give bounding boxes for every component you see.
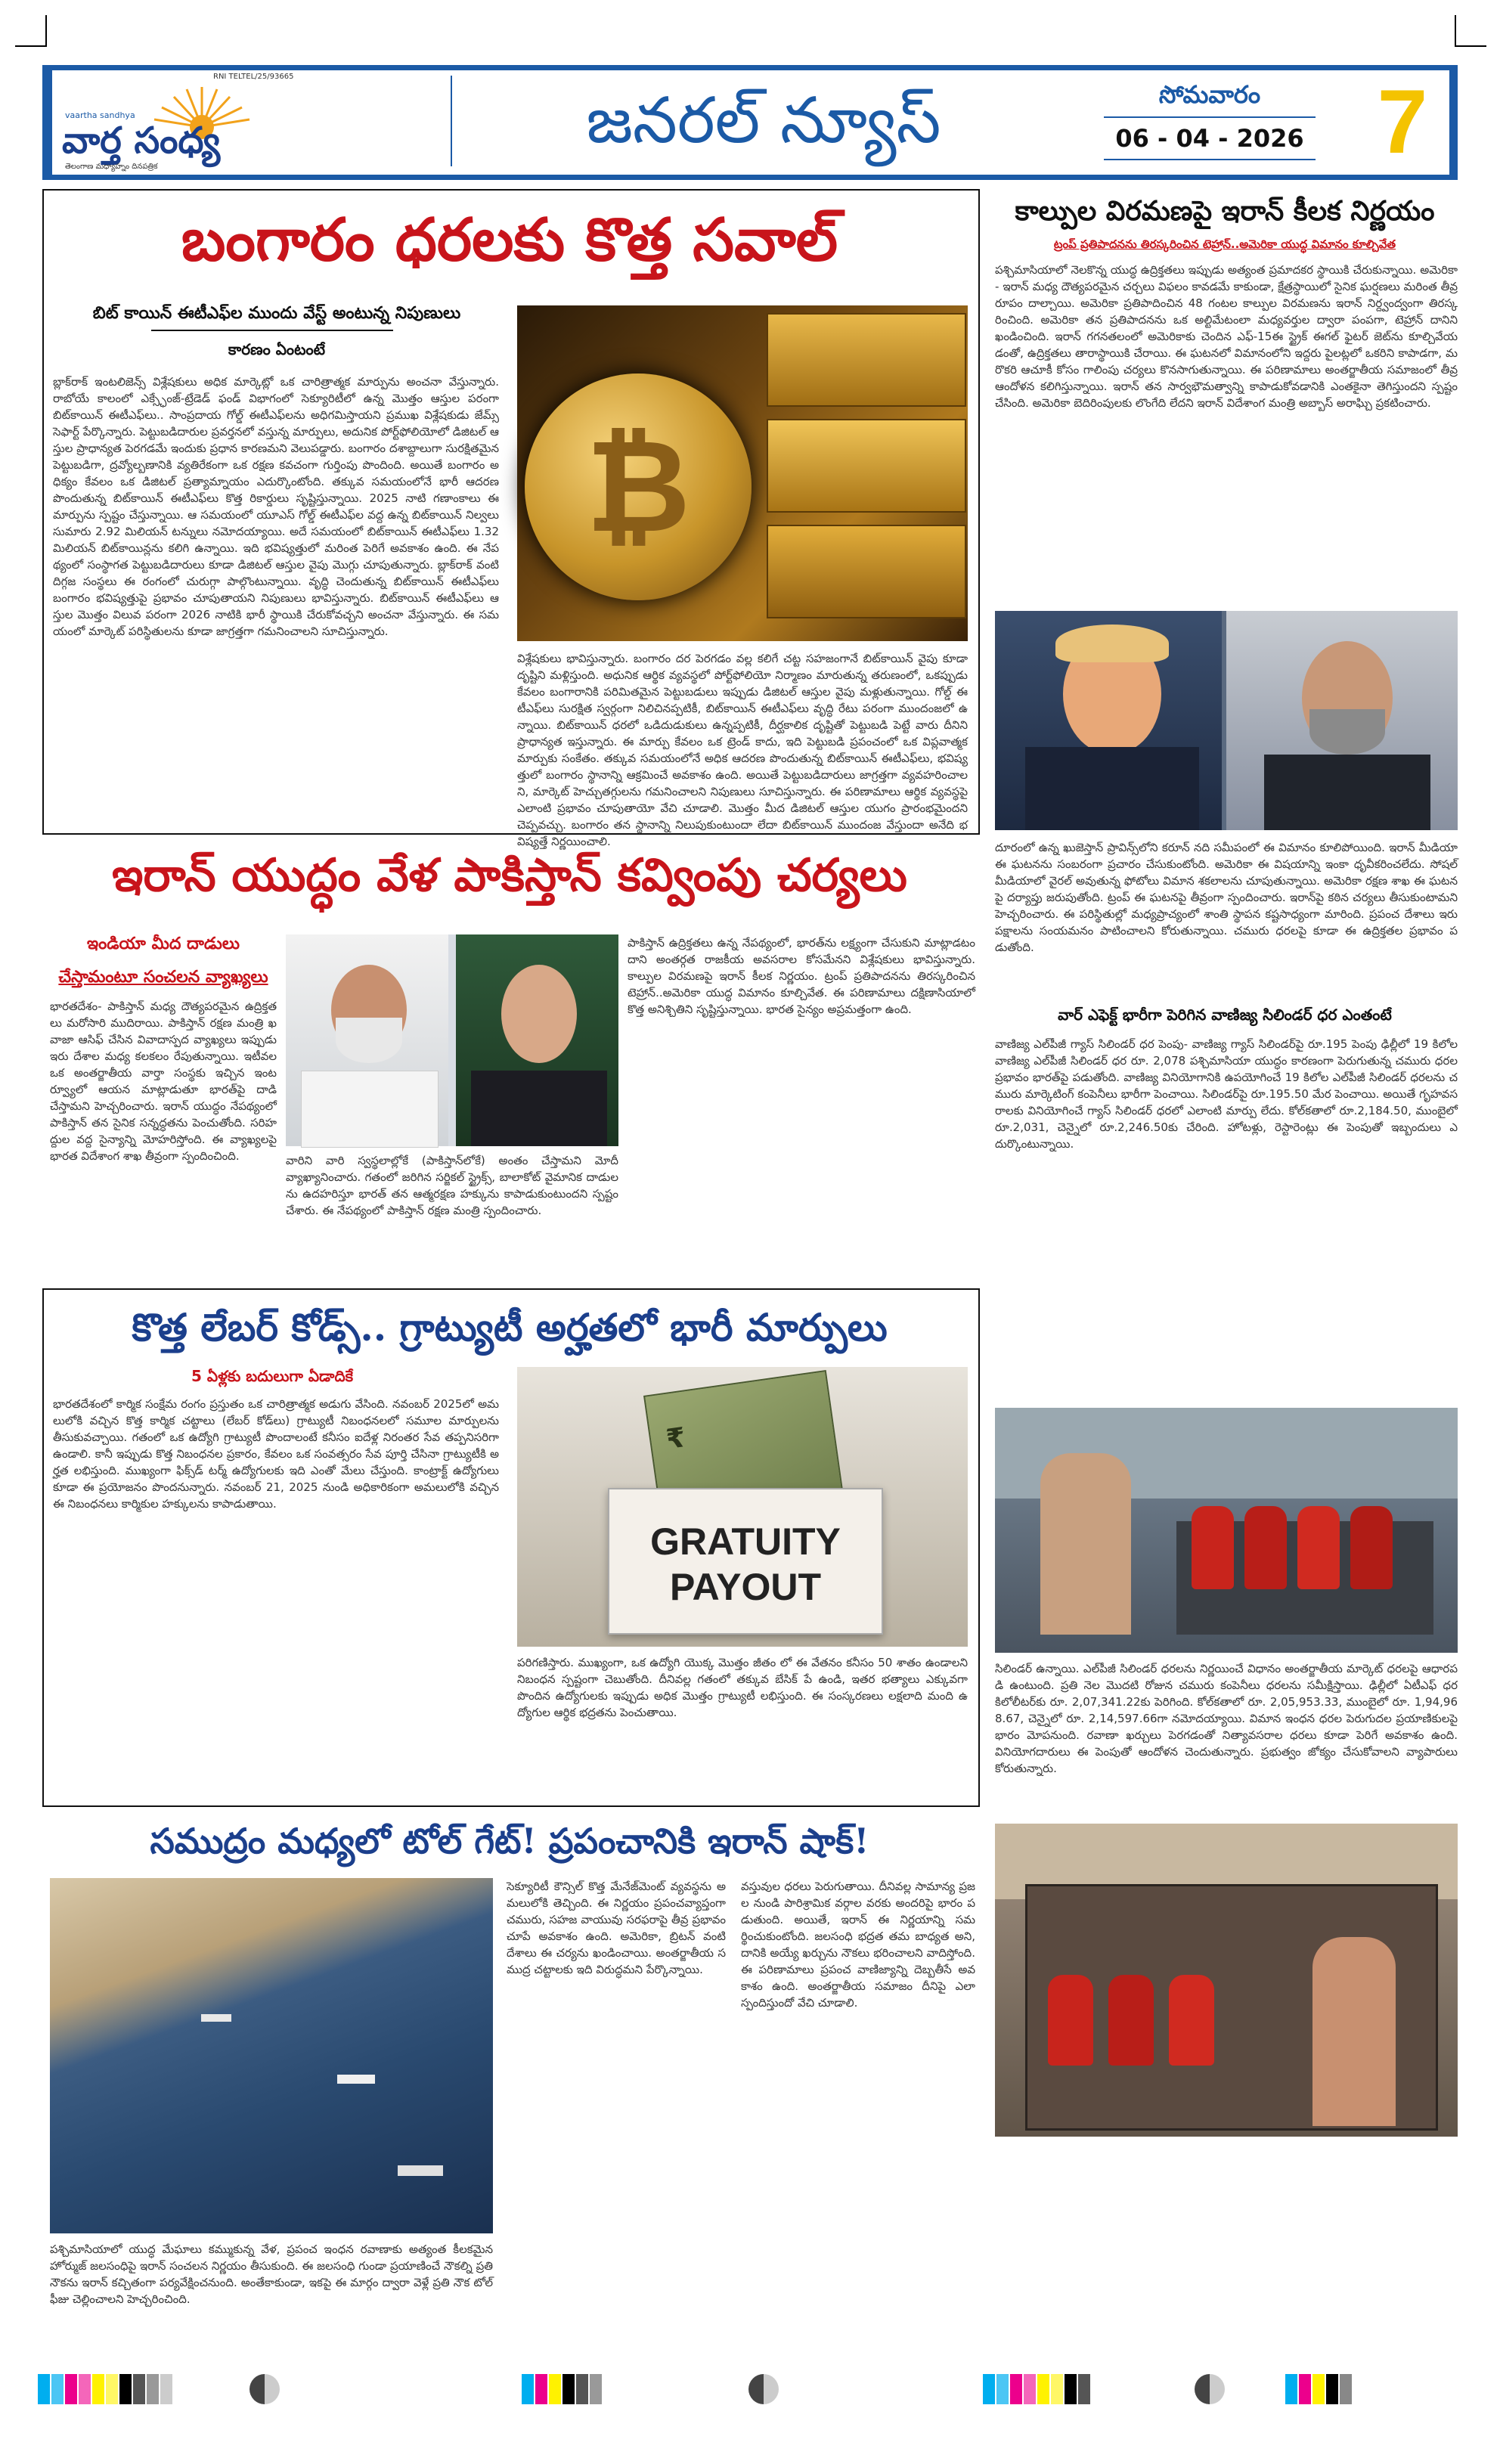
gratuity-envelope [608,1488,883,1635]
cylinder-icon [1244,1506,1287,1589]
ship [201,2014,231,2022]
story-cylinder-body-top: వాణిజ్య ఎల్‌పీజీ గ్యాస్ సిలిండర్ ధర పెంపు- వాణిజ్య గ్యాస్ సిలిండర్‌పై రూ.195 పెంపు ఢిల్లీలో 19 కిలోల వాణిజ్య ఎల్‌పీజీ సిలిండర్ ధర రూ. 2,078 పశ్చిమాసియా యుద్ధం కారణంగా పెరుగుతున్న చమురు ధరల ప్రభావం భారత్‌పై పడుతోంది. వాణిజ్య వినియోగానికి ఉపయోగించే 19 కిలోల ఎల్‌పీజీ సిలిండర్ ధరలను చమురు మార్కెటింగ్ కంపెనీలు భారీగా పెంచాయి. సిలిండర్‌పై రూ.195.50 మేర పెంచాయి. అయితే గృహవసరాలకు వినియోగించే గ్యాస్ సిలిండర్ ధరలో ఎలాంటి మార్పు లేదు. కోల్‌కతాలో రూ.2,184.50, ముంబైలో రూ.2,031, చెన్నైలో రూ.2,246.50కు చేరింది. హోటళ్లు, రెస్టారెంట్లు ఈ పెంపుతో ఇబ్బందులు ఎదుర్కొంటున్నాయి. [995,1037,1458,1151]
trump-photo [995,611,1222,830]
suit [1264,755,1430,830]
color-bar [522,2374,603,2407]
registration-target [249,2374,280,2404]
coastline [50,1878,493,2233]
cylinder-icon [1048,1975,1093,2066]
date-box [1058,70,1346,174]
story-hormuz-body-left: పశ్చిమాసియాలో యుద్ధ మేఘాలు కమ్ముకున్న వేళ, ప్రపంచ ఇంధన రవాణాకు అత్యంత కీలకమైన హోర్ముజ్ జలసంధిపై ఇరాన్ సంచలన నిర్ణయం తీసుకుంది. ఈ జలసంధి గుండా ప్రయాణించే నౌకల్ని ప్రతి నౌకను ఇరాన్ కచ్చితంగా పర్యవేక్షించనుంది. అంతేకాకుండా, ఇకపై ఈ మార్గం ద్వారా వెళ్లే ప్రతి నౌక టోల్ ఫీజు చెల్లించాలని హెచ్చరించింది. [50,2242,493,2306]
araghchi-photo [1226,611,1458,830]
cylinder-icon [1192,1506,1234,1589]
story-pak-subhead1: ఇండియా మీద దాడులు [86,934,240,953]
gold-bar [767,313,966,407]
page-number: 7 [1377,71,1428,172]
rupee-icon: ₹ [664,1422,688,1456]
story-gold-headline: బంగారం ధరలకు కొత్త సవాల్ [181,206,838,274]
gold-bars [767,313,963,631]
story-iran-headline: కాల్పుల విరమణపై ఇరాన్ కీలక నిర్ణయం [1015,195,1435,227]
suit [1025,747,1199,830]
person [1312,1937,1396,2126]
story-gold-kicker: కారణం ఏంటంటే [228,340,326,358]
shehbaz-photo [456,934,618,1146]
date-label: 06 - 04 - 2026 [1115,124,1304,153]
registration-mark [15,15,47,47]
gold-bar [767,419,966,513]
story-iran-body-bottom: దూరంలో ఉన్న ఖుజెస్తాన్ ప్రావిన్స్‌లోని కరూన్ నది సమీపంలో ఈ విమానం కూలిపోయింది. ఇరాన్ మీడియా ఈ ఘటనను సంబరంగా ప్రచారం చేసుకుంటోంది. అమెరికా ఈ విషయాన్ని ఇంకా ధృవీకరించలేదు. సోషల్ మీడియాలో వైరల్ అవుతున్న ఫోటోలు విమాన శకలాలను చూపుతున్నాయి. అమెరికా రక్షణ శాఖ ఈ ఘటనపై దర్యాప్తు జరుపుతోంది. ట్రంప్ ఈ ఘటనపై తీవ్రంగా స్పందించారు. ఇరాన్‌పై కఠిన చర్యలు తీసుకుంటామని హెచ్చరించారు. ఈ పరిస్థితుల్లో మధ్యప్రాచ్యంలో శాంతి స్థాపన కష్టసాధ్యంగా మారింది. ప్రపంచ దేశాలు ఇరు పక్షాలను సంయమనం పాటించాలని కోరుతున్నాయి. చమురు ధరలపై కూడా ఈ ఉద్రిక్తతల ప్రభావం పడుతోంది. [995,841,1458,954]
section-title: జనరల్ న్యూస్ [586,83,941,157]
reg-number: RNI TELTEL/25/93665 [213,73,294,81]
modi-photo [286,934,448,1146]
day-label: సోమవారం [1158,80,1261,109]
trump-araghchi-photo [995,611,1458,830]
hormuz-photo [50,1878,493,2233]
beard [1309,709,1385,755]
color-bar [1285,2374,1353,2407]
story-labour-headline: కొత్త లేబర్ కోడ్స్.. గ్రాట్యుటీ అర్హతలో భారీ మార్పులు [132,1305,888,1350]
story-pak-body-mid: వారిని వారి స్వస్థలాల్లోకే (పాకిస్తాన్‌లోకే) అంతం చేస్తామని మోదీ వ్యాఖ్యానించారు. గతంలో జరిగిన సర్జికల్ స్ట్రైక్స్, బాలాకోట్ వైమానిక దాడులను ఉదహరిస్తూ భారత్ తన ఆత్మరక్షణ హక్కును కాపాడుకుంటుందని స్పష్టం చేశారు. ఈ నేపథ్యంలో పాకిస్తాన్ రక్షణ మంత్రి స్పందించారు. [286,1154,618,1217]
gold-bar [767,525,966,618]
story-gold-subhead: బిట్ కాయిన్ ఈటీఎఫ్‌ల ముందు వేస్ట్ అంటున్న నిపుణులు [92,304,461,323]
cylinder-delivery-photo [995,1408,1458,1653]
masthead-divider [451,76,452,166]
face [501,965,577,1063]
bitcoin-gold-photo [517,305,968,641]
color-bar [983,2374,1092,2407]
bitcoin-icon: ₿ [585,412,691,562]
logo-title: వార్త సంధ్య [62,119,221,162]
cylinder-icon [1108,1975,1154,2066]
gratuity-photo [517,1367,968,1647]
cylinder-truck-photo [995,1824,1458,2137]
story-cylinder-headline: వార్ ఎఫెక్ట్ భారీగా పెరిగిన వాణిజ్య సిలిండర్ ధర ఎంతంటే [1058,1006,1392,1024]
suit [471,1071,607,1146]
story-iran-subhead: ట్రంప్ ప్రతిపాదనను తిరస్కరించిన టెహ్రాన్..అమెరికా యుద్ధ విమానం కూల్చివేత [1053,237,1396,251]
story-pak-body-left: భారతదేశం- పాకిస్తాన్ మధ్య దౌత్యపరమైన ఉద్రిక్తతలు మరోసారి ముదిరాయి. పాకిస్తాన్ రక్షణ మంత్రి ఖవాజా ఆసిఫ్ చేసిన వివాదాస్పద వ్యాఖ్యలు ఇప్పుడు ఇరు దేశాల మధ్య కలకలం రేపుతున్నాయి. ఇటీవల ఒక అంతర్జాతీయ వార్తా సంస్థకు ఇచ్చిన ఇంటర్వ్యూలో ఆయన మాట్లాడుతూ భారత్‌పై దాడి చేస్తామని హెచ్చరించారు. ఇరాన్ యుద్ధం నేపథ్యంలో పాకిస్తాన్ తన సైనిక సన్నద్ధతను పెంచుతోంది. సరిహద్దుల వద్ద సైన్యాన్ని మోహరిస్తోంది. ఈ వ్యాఖ్యలపై భారత విదేశాంగ శాఖ తీవ్రంగా స్పందించింది. [50,1000,277,1163]
story-labour-subhead: 5 ఏళ్లకు బదులుగా ఏడాదికే [191,1367,354,1385]
logo-small-text: vaartha sandhya [65,110,135,120]
cylinder-icon [1297,1506,1340,1589]
ship [337,2075,375,2084]
date-rule [1104,159,1316,160]
logo-tagline: తెలంగాణ మధ్యాహ్నం దినపత్రిక [65,163,158,171]
story-pak-subhead2: చేస్తామంటూ సంచలన వ్యాఖ్యలు [58,968,268,987]
cylinder-icon [1350,1506,1393,1589]
registration-target [1195,2374,1225,2404]
story-pak-headline: ఇరాన్ యుద్ధం వేళ పాకిస్తాన్ కవ్వింపు చర్యలు [112,849,907,902]
story-labour-body-left: భారతదేశంలో కార్మిక సంక్షేమ రంగం ప్రస్తుతం ఒక చారిత్రాత్మక అడుగు వేసింది. నవంబర్ 2025లో అమలులోకి వచ్చిన కొత్త కార్మిక చట్టాలు (లేబర్ కోడ్‌లు) గ్రాట్యుటీ నిబంధనలలో సమూల మార్పులను తీసుకువచ్చాయి. గతంలో ఒక ఉద్యోగి గ్రాట్యుటీ పొందాలంటే కనీసం ఐదేళ్ల నిరంతర సేవ తప్పనిసరిగా ఉండాలి. కానీ ఇప్పుడు కొత్త నిబంధనల ప్రకారం, కేవలం ఒక సంవత్సరం సేవ పూర్తి చేసినా గ్రాట్యుటీకి అర్హత లభిస్తుంది. ముఖ్యంగా ఫిక్స్‌డ్ టర్మ్ ఉద్యోగులకు ఇది ఎంతో మేలు చేస్తుంది. కాంట్రాక్ట్ ఉద్యోగులు కూడా ఈ ప్రయోజనం పొందనున్నారు. నవంబర్ 21, 2025 నుండి అధికారికంగా అమలులోకి వచ్చిన ఈ నిబంధనలు కార్మికుల హక్కులను కాపాడుతాయి. [53,1397,499,1511]
kurta [301,1071,439,1148]
modi-shehbaz-photo [286,934,618,1146]
color-bar [38,2374,174,2407]
masthead-logo [54,73,304,171]
beard [336,1018,402,1063]
story-gold-subhead-rule [151,330,393,331]
story-hormuz-body-mid: సెక్యూరిటీ కౌన్సిల్ కొత్త మేనేజ్‌మెంట్ వ్యవస్థను అమలులోకి తెచ్చింది. ఈ నిర్ణయం ప్రపంచవ్యాప్తంగా చమురు, సహజ వాయువు సరఫరాపై తీవ్ర ప్రభావం చూపే అవకాశం ఉంది. అమెరికా, బ్రిటన్ వంటి దేశాలు ఈ చర్యను ఖండించాయి. అంతర్జాతీయ సముద్ర చట్టాలకు ఇది విరుద్ధమని పేర్కొన్నాయి. [507,1880,726,1976]
gratuity-label: GRATUITY [650,1520,841,1563]
story-gold-body-left: బ్లాక్‌రాక్ ఇంటలిజెన్స్ విశ్లేషకులు అధిక మార్కెట్లో ఒక చారిత్రాత్మక మార్పును అంచనా వేస్తున్నారు. రాబోయే కాలంలో ఎక్స్ఛేంజ్-ట్రేడెడ్ ఫండ్ విభాగంలో సెక్యూరిటీలో ఉన్న మొత్తం ఆస్తుల పరంగా బిట్‌కాయిన్ ఈటీఎఫ్‌లు.. సాంప్రదాయ గోల్డ్ ఈటీఎఫ్‌లను అధిగమిస్తాయని ప్రముఖ విశ్లేషకుడు జేమ్స్ సెఫార్ట్ పేర్కొన్నారు. పెట్టుబడిదారుల ప్రవర్తనలో వస్తున్న మార్పులు, అదునిక పోర్ట్‌ఫోలియోలో డిజిటల్ ఆస్తుల ప్రాధాన్యత పెరగడమే ఇందుకు ప్రధాన కారణమని వెలుపడ్డారు. బంగారం దశాబ్దాలుగా సురక్షితమైన పెట్టుబడిగా, ద్రవ్యోల్బణానికి వ్యతిరేకంగా ఒక రక్షణ కవచంగా గుర్తింపు పొందింది. అయితే బంగారం అధిక్యం కేవలం ఒక డిజిటల్ ప్రత్యామ్నాయం ఎదుర్కొంటోంది. తక్కువ సమయంలోనే భారీ ఆదరణ పొందుతున్న బిట్‌కాయిన్ ఈటీఎఫ్‌లు కొత్త రికార్డులు సృష్టిస్తున్నాయి. 2025 నాటి గణాంకాలు ఈ మార్పును స్పష్టం చేస్తున్నాయి. ఆ సమయంలో యూఎస్ గోల్డ్ ఈటీఎఫ్‌ల వద్ద ఉన్న బిట్‌కాయిన్ నిల్వలు సుమారు 2.92 మిలియన్ టన్నులు నమోదయ్యాయి. అదే సమయంలో బిట్‌కాయిన్ ఈటీఎఫ్‌లు 1.32 మిలియన్ బిట్‌కాయిన్లను కలిగి ఉన్నాయి. ఇది భవిష్యత్తులో మరింత పెరిగే అవకాశం ఉంది. ఈ నేపథ్యంలో సంస్థాగత పెట్టుబడిదారులు కూడా డిజిటల్ ఆస్తుల వైపు మొగ్గు చూపుతున్నారు. బ్లాక్‌రాక్ వంటి దిగ్గజ సంస్థలు ఈ రంగంలో చురుగ్గా పాల్గొంటున్నాయి. వృద్ధి చెందుతున్న బిట్‌కాయిన్ ఈటీఎఫ్‌లు బంగారం భవిష్యత్తుపై ప్రభావం చూపుతాయని నిపుణులు భావిస్తున్నారు. బిట్‌కాయిన్ ఈటీఎఫ్‌లు ఆస్తుల మొత్తం విలువ పరంగా 2026 నాటికి భారీ స్థాయికి చేరుకోవచ్చని అంచనా వేస్తున్నారు. ఈ సమయంలో మార్కెట్ పరిస్థితులను కూడా జాగ్రత్తగా గమనించాలని సూచిస్తున్నారు. [53,375,499,638]
cylinder-icon [1169,1975,1214,2066]
story-cylinder-body-bottom: సిలిండర్ ఉన్నాయి. ఎల్‌పీజీ సిలిండర్ ధరలను నిర్ణయించే విధానం అంతర్జాతీయ మార్కెట్ ధరలపై ఆధారపడి ఉంటుంది. ప్రతి నెల మొదటి రోజున చమురు కంపెనీలు ధరలను సమీక్షిస్తాయి. ఢిల్లీలో ఏటీఎఫ్ ధర కిలోలీటర్‌కు రూ. 2,07,341.22కు పెరిగింది. కోల్‌కతాలో రూ. 2,05,953.33, ముంబైలో రూ. 1,94,968.67, చెన్నైలో రూ. 2,14,597.66గా నమోదయ్యాయి. విమాన ఇంధన ధరల పెరుగుదల ప్రయాణికులపై భారం మోపనుంది. రవాణా ఖర్చులు పెరగడంతో నిత్యావసరాల ధరలు కూడా పెరిగే అవకాశం ఉంది. వినియోగదారులు ఈ పెంపుతో ఆందోళన చెందుతున్నారు. ప్రభుత్వం జోక్యం చేసుకోవాలని వ్యాపారులు కోరుతున్నారు. [995,1662,1458,1775]
story-gold-body-right: విశ్లేషకులు భావిస్తున్నారు. బంగారం దర పెరగడం వల్ల కలిగే చట్ట సహజంగానే బిట్‌కాయిన్ వైపు కూడా దృష్టిని మళ్లిస్తుంది. అధునిక ఆర్థిక వ్యవస్థలో పోర్ట్‌ఫోలియో నిర్మాణం మారుతున్న తరుణంలో, ఒకప్పుడు కేవలం బంగారానికి పరిమితమైన పెట్టుబడులు ఇప్పుడు డిజిటల్ ఆస్తుల వైపు మళ్లుతున్నాయి. గోల్డ్ ఈటీఎఫ్‌లు సురక్షిత స్వర్గంగా నిలిచినప్పటికీ, బిట్‌కాయిన్ ఈటీఎఫ్‌లు వృద్ధి రేటు పరంగా ముందంజలో ఉన్నాయి. బిట్‌కాయిన్ ధరలో ఒడిదుడుకులు ఉన్నప్పటికీ, దీర్ఘకాలిక దృష్టితో పెట్టుబడి పెట్టే వారు దీనిని ప్రాధాన్యత ఇస్తున్నారు. ఈ మార్పు కేవలం ఒక ట్రెండ్ కాదు, ఇది పెట్టుబడి ప్రపంచంలో ఒక విప్లవాత్మక మార్పుకు సంకేతం. తక్కువ సమయంలోనే అధిక ఆదరణ పొందుతున్న బిట్‌కాయిన్ ఈటీఎఫ్‌లు, భవిష్యత్తులో బంగారం స్థానాన్ని ఆక్రమించే అవకాశం ఉంది. అయితే పెట్టుబడిదారులు జాగ్రత్తగా వ్యవహరించాలని, మార్కెట్ హెచ్చుతగ్గులను గమనించాలని నిపుణులు సూచిస్తున్నారు. ఈ పరిణామాలు ఆర్థిక వ్యవస్థపై ఎలాంటి ప్రభావం చూపుతాయో వేచి చూడాలి. మొత్తం మీద డిజిటల్ ఆస్తుల యుగం ప్రారంభమైందని చెప్పవచ్చు. బంగారం తన స్థానాన్ని నిలుపుకుంటుందా లేదా బిట్‌కాయిన్ ముందంజ వేస్తుందా అనేది భవిష్యత్తే నిర్ణయించాలి. [517,652,968,848]
bitcoin-coin [525,373,752,600]
story-hormuz-headline: సముద్రం మధ్యలో టోల్ గేట్! ప్రపంచానికి ఇరాన్ షాక్! [150,1821,869,1861]
story-hormuz-body-right: వస్తువుల ధరలు పెరుగుతాయి. దీనివల్ల సామాన్య ప్రజల నుండి పారిశ్రామిక వర్గాల వరకు అందరిపై భారం పడుతుంది. అయితే, ఇరాన్ ఈ నిర్ణయాన్ని సమర్థించుకుంటోంది. జలసంధి భద్రత తమ బాధ్యత అని, దానికి అయ్యే ఖర్చును నౌకలు భరించాలని వాదిస్తోంది. ఈ పరిణామాలు ప్రపంచ వాణిజ్యాన్ని దెబ్బతీసే అవకాశం ఉంది. అంతర్జాతీయ సమాజం దీనిపై ఎలా స్పందిస్తుందో వేచి చూడాలి. [741,1880,975,2010]
ship [398,2165,443,2176]
hair [1055,625,1169,662]
story-labour-body-right: పరిగణిస్తారు. ముఖ్యంగా, ఒక ఉద్యోగి యొక్క మొత్తం జీతం లో ఈ వేతనం కనీసం 50 శాతం ఉండాలని నిబంధన స్పష్టంగా చెబుతోంది. దీనివల్ల గతంలో తక్కువ బేసిక్ పే ఉండి, ఇతర భత్యాలు ఎక్కువగా పొందిన ఉద్యోగులకు ఇప్పుడు అధిక మొత్తం గ్రాట్యుటీ లభిస్తుంది. ఈ సంస్కరణలు లక్షలాది మంది ఉద్యోగుల ఆర్థిక భద్రతను పెంచుతాయి. [517,1656,968,1719]
story-pak-body-right: పాకిస్తాన్‌ ఉద్రిక్తతలు ఉన్న నేపథ్యంలో, భారత్‌ను లక్ష్యంగా చేసుకుని మాట్లాడటం దాని అంతర్గత రాజకీయ అవసరాల కోసమేనని విశ్లేషకులు భావిస్తున్నారు. కాల్పుల విరమణపై ఇరాన్ కీలక నిర్ణయం. ట్రంప్ ప్రతిపాదనను తిరస్కరించిన టెహ్రాన్..అమెరికా యుద్ధ విమానం కూల్చివేత. ఈ పరిణామాలు దక్షిణాసియాలో కొత్త అనిశ్చితిని సృష్టిస్తున్నాయి. భారత సైన్యం అప్రమత్తంగా ఉంది. [628,936,975,1016]
registration-mark [1455,15,1486,47]
payout-label: PAYOUT [669,1566,822,1608]
registration-target [748,2374,779,2404]
person [1040,1453,1131,1635]
story-iran-body-top: పశ్చిమాసియాలో నెలకొన్న యుద్ధ ఉద్రిక్తతలు ఇప్పుడు అత్యంత ప్రమాదకర స్థాయికి చేరుకున్నాయి. అమెరికా - ఇరాన్ మధ్య దౌత్యపరమైన చర్చలు విఫలం కావడమే కాకుండా, క్షేత్రస్థాయిలో సైనిక ఘర్షణలు మరింత తీవ్రరూపం దాల్చాయి. అమెరికా ప్రతిపాదించిన 48 గంటల కాల్పుల విరమణను ఇరాన్ నిర్ద్వంద్వంగా తిరస్కరించింది. అమెరికా తన ప్రతిపాదనను ఒక అల్టిమేటంలా మధ్యవర్తుల ద్వారా పంపగా, టెహ్రాన్ దానిని ఖండించింది. ఇరాన్ గగనతలంలో అమెరికాకు చెందిన ఎఫ్-15ఈ స్ట్రైక్ ఈగల్ ఫైటర్ జెట్‌ను కూల్చివేయడంతో, ఉద్రిక్తతలు తారాస్థాయికి చేరాయి. ఈ ఘటనలో విమానంలోని ఇద్దరు పైలట్లలో ఒకరిని కాపాడగా, మరొకరి ఆచూకీ కోసం గాలింపు చర్యలు కొనసాగుతున్నాయి. ఈ పరిణామాలు అంతర్జాతీయ సమాజంలో తీవ్ర ఆందోళన కలిగిస్తున్నాయి. ఇరాన్ తన సార్వభౌమత్వాన్ని కాపాడుకోవడానికి ఎంతకైనా తెగిస్తుందని స్పష్టం చేసింది. అమెరికా బెదిరింపులకు లొంగేది లేదని ఇరాన్ విదేశాంగ మంత్రి అబ్బాస్ అరాఘ్చి ప్రకటించారు. [995,263,1458,410]
date-rule [1104,116,1316,118]
